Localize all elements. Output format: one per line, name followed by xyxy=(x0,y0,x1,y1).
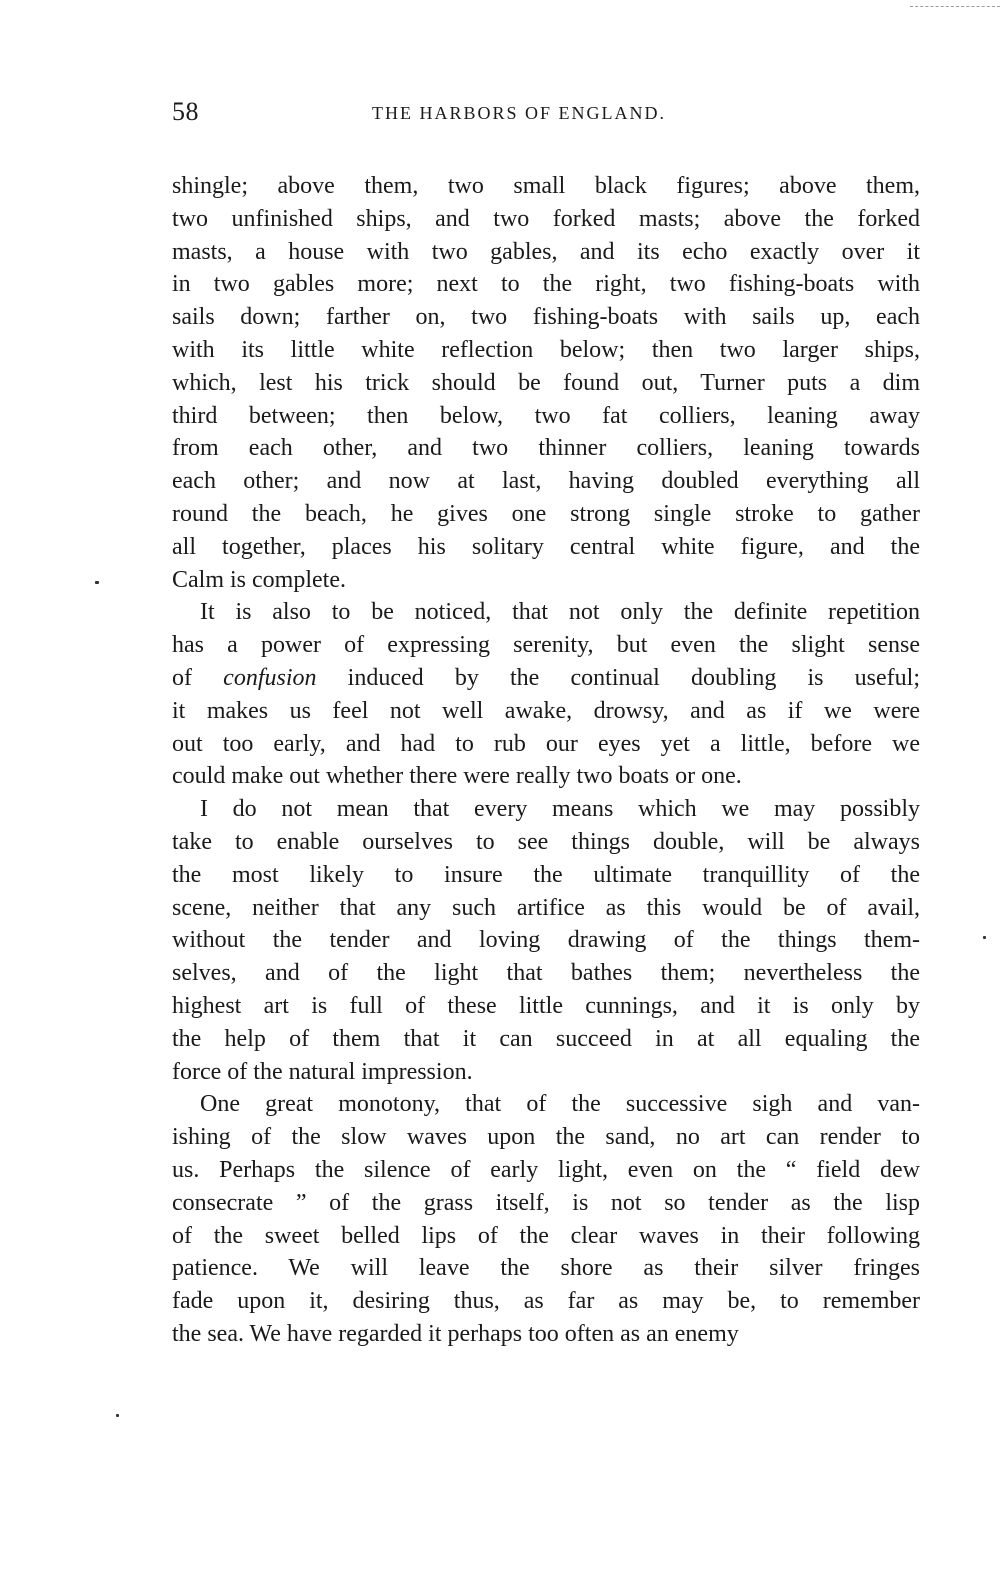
page-number: 58 xyxy=(172,97,199,126)
text-line: the help of them that it can succeed in at all equaling the xyxy=(172,1025,920,1052)
running-head xyxy=(172,97,922,133)
text-line: could make out whether there were really two boats or one. xyxy=(172,763,742,790)
text-line: force of the natural impression. xyxy=(172,1058,473,1085)
text-line: Calm is complete. xyxy=(172,566,346,593)
text-line: the sea. We have regarded it perhaps too often as an enemy xyxy=(172,1320,739,1347)
scan-edge-mark xyxy=(910,6,1000,8)
text-line: the most likely to insure the ultimate tranquillity of the xyxy=(172,861,920,888)
body-text xyxy=(172,170,920,1351)
text-line: One great monotony, that of the successive sigh and van- xyxy=(200,1091,920,1118)
paragraph xyxy=(172,170,920,596)
text-line: patience. We will leave the shore as their silver fringes xyxy=(172,1255,920,1282)
italic-word: confusion xyxy=(223,664,317,691)
text-line: has a power of expressing serenity, but even the slight sense xyxy=(172,632,920,659)
scan-speck xyxy=(116,1414,119,1417)
running-title: THE HARBORS OF ENGLAND. xyxy=(372,103,667,123)
text-line: all together, places his solitary central white figure, and the xyxy=(172,533,920,560)
paragraph xyxy=(172,793,920,1088)
text-line: each other; and now at last, having doubled everything all xyxy=(172,468,920,495)
text-line: ishing of the slow waves upon the sand, no art can render to xyxy=(172,1124,920,1151)
text-line: shingle; above them, two small black figures; above them, xyxy=(172,173,920,199)
text-line: round the beach, he gives one strong single stroke to gather xyxy=(172,500,920,527)
text-line: It is also to be noticed, that not only the definite repetition xyxy=(200,599,920,626)
paragraph xyxy=(172,1088,920,1350)
text-line: out too early, and had to rub our eyes yet a little, before we xyxy=(172,730,920,757)
text-line: take to enable ourselves to see things double, will be always xyxy=(172,828,920,855)
text-segment: of xyxy=(172,664,224,691)
text-line: scene, neither that any such artifice as this would be of avail, xyxy=(172,894,920,921)
scan-speck xyxy=(983,936,986,939)
text-line: sails down; farther on, two fishing-boats with sails up, each xyxy=(172,304,920,331)
text-line: of the sweet belled lips of the clear waves in their following xyxy=(172,1222,920,1249)
text-line: masts, a house with two gables, and its echo exactly over it xyxy=(172,238,920,265)
text-line: fade upon it, desiring thus, as far as may be, to remember xyxy=(172,1288,920,1315)
text-line: from each other, and two thinner colliers, leaning towards xyxy=(172,435,920,462)
text-line: consecrate ” of the grass itself, is not so tender as the lisp xyxy=(172,1189,920,1216)
text-line xyxy=(172,662,920,695)
paragraph xyxy=(172,596,920,793)
text-line: without the tender and loving drawing of the things them- xyxy=(172,927,920,954)
text-line: two unfinished ships, and two forked masts; above the forked xyxy=(172,205,920,232)
text-line: highest art is full of these little cunnings, and it is only by xyxy=(172,992,920,1019)
scan-speck xyxy=(95,581,99,584)
text-line: in two gables more; next to the right, two fishing-boats with xyxy=(172,271,920,298)
text-line: I do not mean that every means which we may possibly xyxy=(200,796,920,823)
text-line: selves, and of the light that bathes them; nevertheless the xyxy=(172,960,920,987)
text-segment: induced by the continual doubling is useful; xyxy=(316,664,920,691)
text-line: it makes us feel not well awake, drowsy, and as if we were xyxy=(172,697,920,724)
text-line: which, lest his trick should be found out, Turner puts a dim xyxy=(172,369,920,396)
text-line: third between; then below, two fat colliers, leaning away xyxy=(172,402,920,429)
text-line: us. Perhaps the silence of early light, even on the “ field dew xyxy=(172,1156,920,1183)
text-line: with its little white reflection below; then two larger ships, xyxy=(172,336,920,363)
